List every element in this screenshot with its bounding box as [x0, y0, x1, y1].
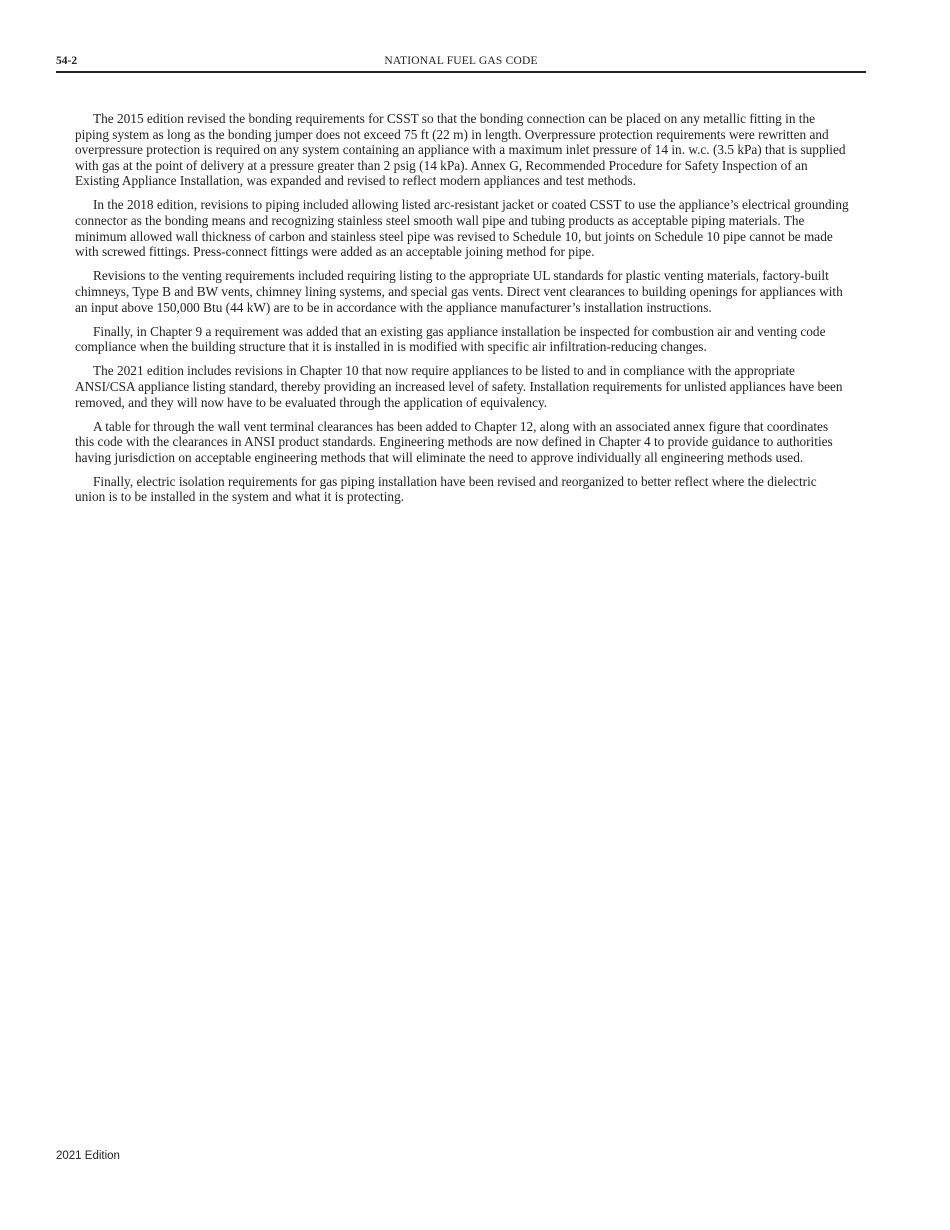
page-number: 54-2 — [56, 55, 78, 67]
paragraph: Finally, electric isolation requirements for gas piping installation have been revised and reorganized to better reflect where the dielectric union is to be installed in the system and what it is protecting. — [75, 473, 817, 505]
paragraph: The 2015 edition revised the bonding requirements for CSST so that the bonding connection can be placed on any metallic fitting in the piping system as long as the bonding jumper does not exceed 75 ft (22 m) in length. Overpressure protection requirements were rewritten and overpressure protection is required on any system containing an appliance with a maximum inlet pressure of 14 in. w.c. (3.5 kPa) that is supplied with gas at the point of delivery at a pressure greater than 2 psig (14 kPa). Annex G, Recommended Procedure for Safety Inspection of an Existing Appliance Installation, was expanded and revised to reflect modern appliances and test methods. — [75, 111, 846, 189]
running-title: NATIONAL FUEL GAS CODE — [384, 55, 538, 67]
edition-label: 2021 Edition — [56, 1150, 120, 1162]
paragraph: Finally, in Chapter 9 a requirement was added that an existing gas appliance installation be inspected for combustion air and venting code compliance when the building structure that it is installed in is modified with specific air infiltration-reducing changes. — [75, 323, 826, 355]
page-footer — [56, 1150, 120, 1162]
body-text — [75, 111, 850, 514]
paragraph: The 2021 edition includes revisions in Chapter 10 that now require appliances to be listed to and in compliance with the appropriate ANSI/CSA appliance listing standard, thereby providing an increased level of safety. Installation requirements for unlisted appliances have been removed, and they will now have to be evaluated through the application of equivalency. — [75, 363, 843, 410]
paragraph: In the 2018 edition, revisions to piping included allowing listed arc-resistant jacket or coated CSST to use the appliance’s electrical grounding connector as the bonding means and recognizing stainless steel smooth wall pipe and tubing products as acceptable piping materials. The minimum allowed wall thickness of carbon and stainless steel pipe was revised to Schedule 10, but joints on Schedule 10 pipe cannot be made with screwed fittings. Press-connect fittings were added as an acceptable joining method for pipe. — [75, 197, 849, 260]
paragraph: Revisions to the venting requirements included requiring listing to the appropriate UL standards for plastic venting materials, factory-built chimneys, Type B and BW vents, chimney lining systems, and special gas vents. Direct vent clearances to building openings for appliances with an input above 150,000 Btu (44 kW) are to be in accordance with the appliance manufacturer’s installation instructions. — [75, 268, 843, 315]
paragraph: A table for through the wall vent terminal clearances has been added to Chapter 12, along with an associated annex figure that coordinates this code with the clearances in ANSI product standards. Engineering methods are now defined in Chapter 4 to provide guidance to authorities having jurisdiction on acceptable engineering methods that will eliminate the need to approve individually all engineering methods used. — [75, 418, 833, 465]
page-header — [56, 55, 866, 73]
